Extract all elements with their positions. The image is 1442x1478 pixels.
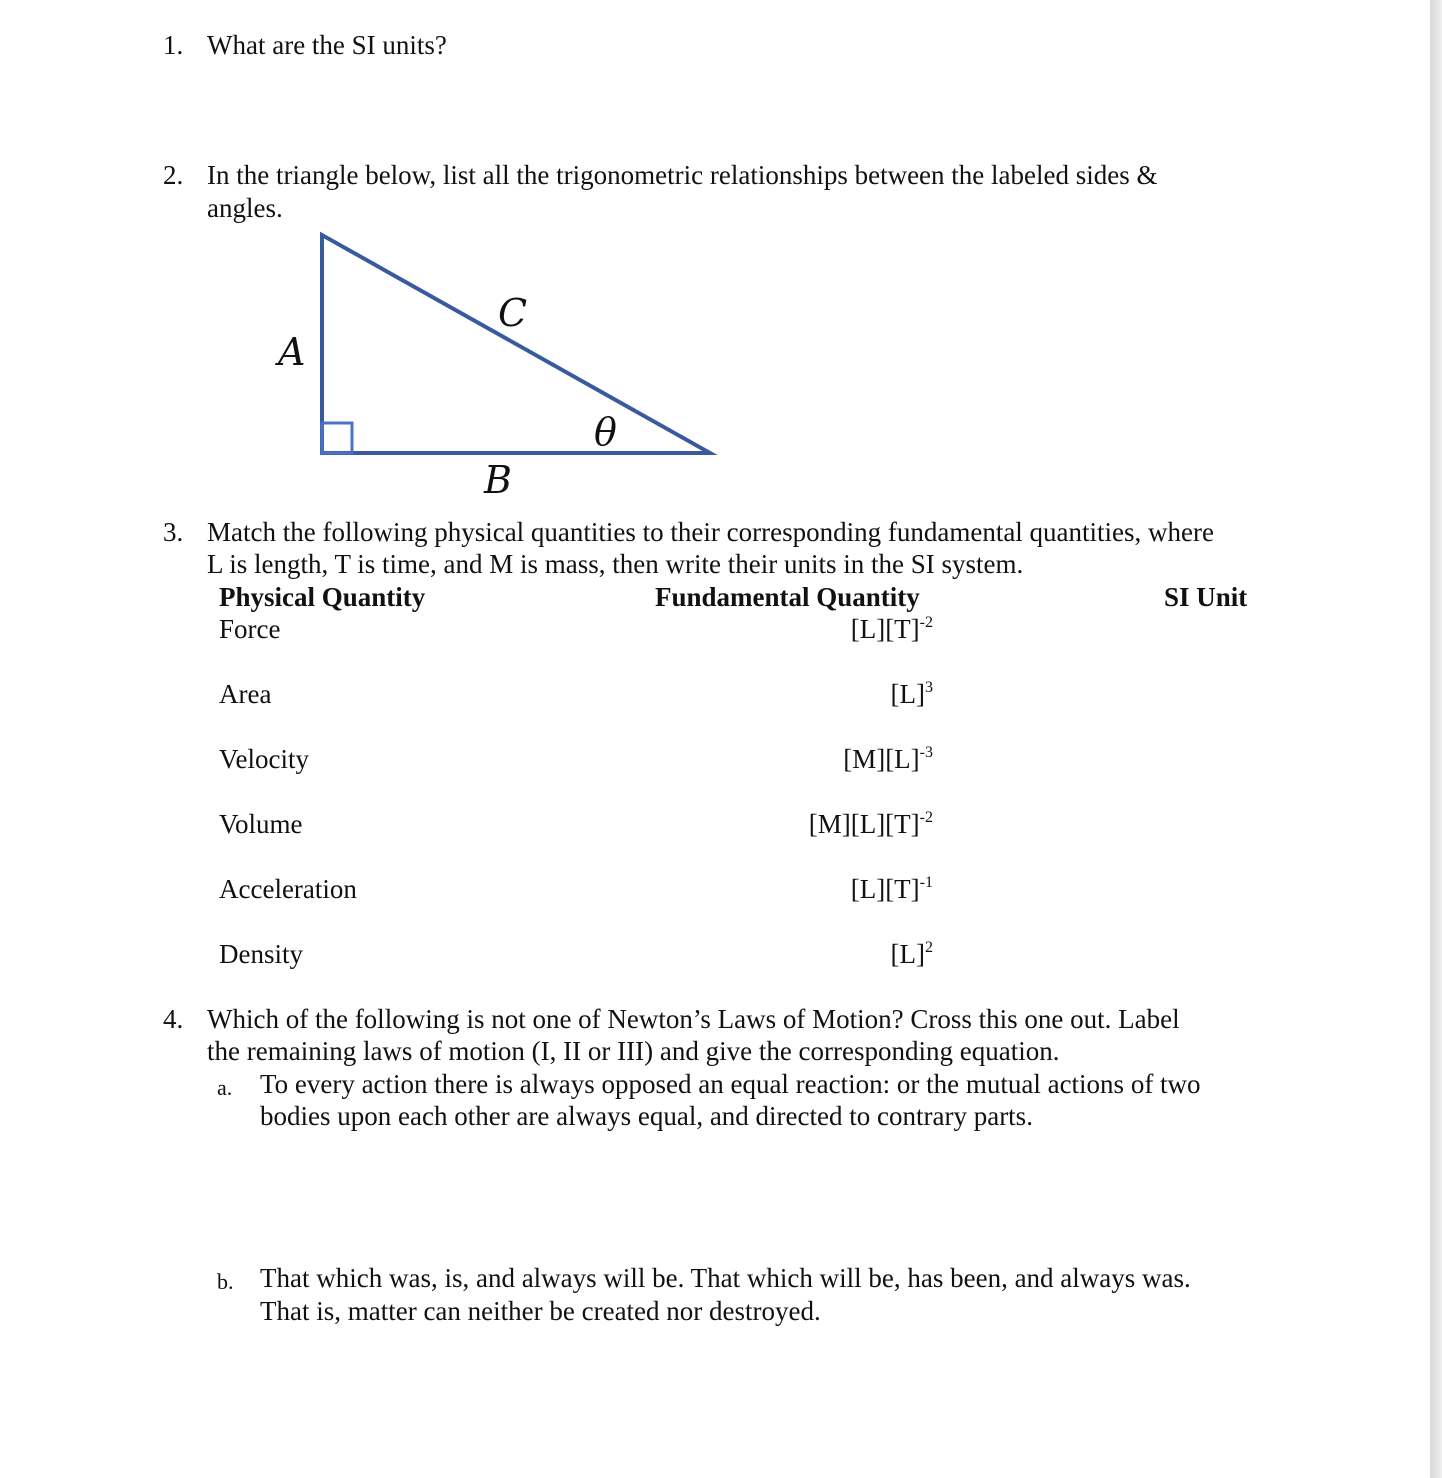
quantity-density: Density: [219, 939, 303, 969]
q4-number: 4.: [163, 1004, 184, 1034]
fundamental-acceleration-row: [851, 873, 933, 906]
right-triangle-diagram: [300, 225, 730, 470]
fundamental-exponent: -3: [919, 744, 933, 761]
page-edge-scroll-shadow: [1430, 0, 1442, 1478]
quantity-volume: Volume: [219, 809, 303, 839]
q1-number: 1.: [163, 30, 184, 60]
quantity-acceleration: Acceleration: [219, 874, 357, 904]
q4-text-line2: the remaining laws of motion (I, II or III) and give the corresponding equation.: [207, 1036, 1060, 1066]
q4-text-line1: Which of the following is not one of Newton’s Laws of Motion? Cross this one out. Label: [207, 1004, 1180, 1034]
q4a-marker: a.: [217, 1075, 233, 1100]
q2-text-line2: angles.: [207, 193, 283, 223]
fundamental-base: [L]: [890, 939, 925, 969]
fundamental-base: [M][L]: [843, 744, 920, 774]
quantity-velocity: Velocity: [219, 744, 309, 774]
side-c-label: C: [498, 291, 528, 335]
q4b-text-line2: That is, matter can neither be created nor destroyed.: [260, 1296, 821, 1326]
q4b-text-line1: That which was, is, and always will be. That which will be, has been, and always was.: [260, 1263, 1191, 1293]
right-angle-marker: [322, 423, 352, 453]
fundamental-base: [M][L][T]: [808, 809, 920, 839]
fundamental-base: [L][T]: [850, 874, 920, 904]
fundamental-exponent: -1: [919, 874, 933, 891]
side-a-label: A: [278, 330, 306, 374]
header-physical-quantity: Physical Quantity: [219, 582, 426, 612]
quantity-area: Area: [219, 679, 272, 709]
fundamental-density-row: [891, 938, 933, 971]
q4b-marker: b.: [217, 1269, 234, 1294]
angle-theta-label: θ: [594, 410, 617, 454]
q3-number: 3.: [163, 517, 184, 547]
triangle-outline: [322, 235, 710, 453]
fundamental-exponent: -2: [919, 614, 933, 631]
header-fundamental-quantity: Fundamental Quantity: [655, 582, 920, 612]
fundamental-velocity-row: [843, 743, 933, 776]
quantity-force: Force: [219, 614, 281, 644]
q3-text-line2: L is length, T is time, and M is mass, then write their units in the SI system.: [207, 549, 1024, 579]
fundamental-exponent: 2: [925, 939, 933, 956]
q2-number: 2.: [163, 160, 184, 190]
q4a-text-line1: To every action there is always opposed an equal reaction: or the mutual actions of two: [260, 1069, 1201, 1099]
q3-text-line1: Match the following physical quantities to their corresponding fundamental quantities, where: [207, 517, 1214, 547]
q2-text-line1: In the triangle below, list all the trigonometric relationships between the labeled sides &: [207, 160, 1158, 190]
q4a-text-line2: bodies upon each other are always equal, and directed to contrary parts.: [260, 1101, 1033, 1131]
fundamental-base: [L][T]: [850, 614, 920, 644]
header-si-unit: SI Unit: [1164, 582, 1248, 612]
fundamental-force-row: [851, 613, 933, 646]
fundamental-area-row: [891, 678, 933, 711]
q1-text: What are the SI units?: [207, 30, 447, 60]
fundamental-exponent: 3: [925, 679, 933, 696]
fundamental-base: [L]: [890, 679, 925, 709]
fundamental-exponent: -2: [919, 809, 933, 826]
side-b-label: B: [484, 458, 512, 502]
fundamental-volume-row: [809, 808, 933, 841]
